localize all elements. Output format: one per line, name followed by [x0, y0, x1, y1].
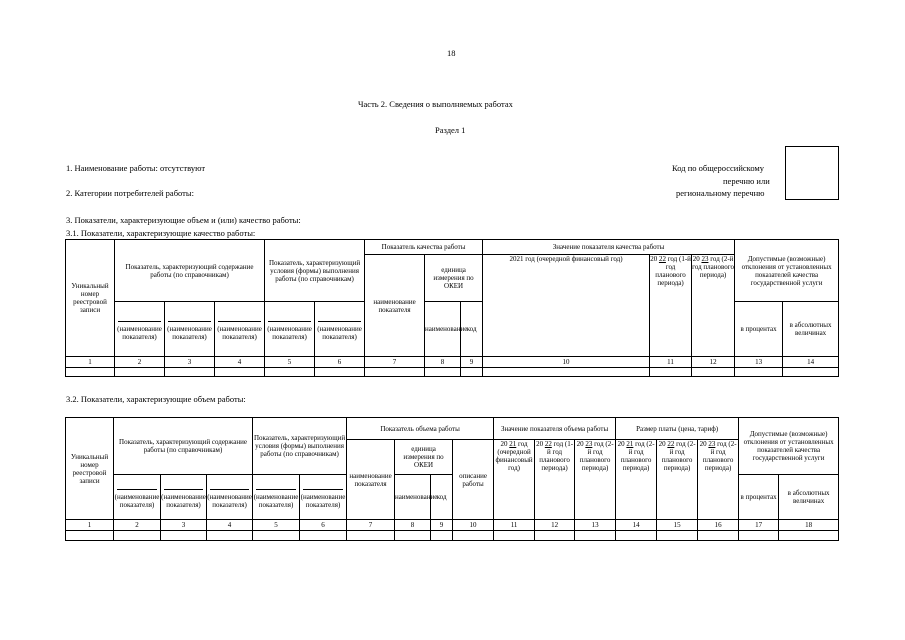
- t1-indicator-name-header: наименование показателя: [365, 255, 425, 357]
- t1-empty-row: [66, 368, 839, 377]
- t1-col-number: 12: [692, 357, 735, 368]
- t1-unit-header: единица измерения по ОКЕИ: [425, 255, 483, 302]
- t1-col-number: 14: [783, 357, 839, 368]
- t1-col-number: 10: [483, 357, 650, 368]
- volume-table: [65, 417, 839, 541]
- work-name: 1. Наименование работы: отсутствуют: [66, 163, 206, 173]
- t2-col-number: 4: [207, 520, 253, 531]
- t1-col-number: 4: [215, 357, 265, 368]
- t1-col-number: 13: [735, 357, 783, 368]
- t2-value-year3: 20 23 год (2-й год планового периода): [575, 440, 616, 520]
- section-title: Раздел 1: [435, 125, 466, 135]
- t2-description-header: описание работы: [453, 440, 494, 520]
- t2-col-number: 11: [494, 520, 535, 531]
- t1-col-number: 6: [315, 357, 365, 368]
- t1-col-number: 3: [165, 357, 215, 368]
- page-number: 18: [447, 48, 456, 58]
- quality-subheading: 3.1. Показатели, характеризующие качество работы:: [66, 228, 256, 238]
- t2-col-number: 2: [114, 520, 161, 531]
- t2-col-number: 18: [779, 520, 839, 531]
- t1-unit-name-header: наименование: [425, 302, 461, 357]
- t1-quality-header: Показатель качества работы: [365, 240, 483, 255]
- t2-col-number: 9: [431, 520, 453, 531]
- t1-conditions-header: Показатель, характеризующий условия (формы) выполнения работы (по справочникам): [265, 240, 365, 302]
- t2-indicator-label: (наименование показателя): [207, 475, 253, 520]
- t1-unit-code-header: код: [461, 302, 483, 357]
- quality-table: [65, 239, 839, 377]
- t2-percent-header: в процентах: [739, 475, 779, 520]
- t1-absolute-header: в абсолютных величинах: [783, 302, 839, 357]
- t2-unit-header: единица измерения по ОКЕИ: [395, 440, 453, 475]
- t2-col-number: 8: [395, 520, 431, 531]
- t2-value-year1: 20 21 год (очередной финансовый год): [494, 440, 535, 520]
- t2-indicator-name-header: наименование показателя: [347, 440, 395, 520]
- code-label-1: Код по общероссийскому: [672, 163, 765, 173]
- part-title: Часть 2. Сведения о выполняемых работах: [358, 99, 513, 109]
- t1-col-number: 2: [115, 357, 165, 368]
- t2-col-number: 1: [66, 520, 114, 531]
- t1-col-number: 5: [265, 357, 315, 368]
- t2-indicator-label: (наименование показателя): [161, 475, 207, 520]
- t1-indicator-label: (наименование показателя): [315, 302, 365, 357]
- t2-col-number: 10: [453, 520, 494, 531]
- t1-col-number: 8: [425, 357, 461, 368]
- t1-value-header: Значение показателя качества работы: [483, 240, 735, 255]
- t2-col-number: 16: [698, 520, 739, 531]
- t2-col-number: 17: [739, 520, 779, 531]
- t2-value-year2: 20 22 год (1-й год планового периода): [535, 440, 575, 520]
- t2-fee-year3: 20 23 год (2-й год планового периода): [698, 440, 739, 520]
- t1-year1-header: 2021 год (очередной финансовый год): [483, 255, 650, 357]
- t1-percent-header: в процентах: [735, 302, 783, 357]
- t1-col-number: 7: [365, 357, 425, 368]
- consumer-categories: 2. Категории потребителей работы:: [66, 188, 194, 198]
- registry-code-box: [785, 146, 839, 200]
- t2-fee-year1: 20 21 год (2-й год планового периода): [616, 440, 657, 520]
- t2-unique-header: Уникальный номер реестровой записи: [66, 418, 114, 520]
- t1-unique-header: Уникальный номер реестровой записи: [66, 240, 115, 357]
- t1-col-number: 9: [461, 357, 483, 368]
- t2-indicator-label: (наименование показателя): [114, 475, 161, 520]
- code-label-2: перечню или: [723, 176, 770, 186]
- t2-col-number: 14: [616, 520, 657, 531]
- t1-content-header: Показатель, характеризующий содержание работы (по справочникам): [115, 240, 265, 302]
- t1-year3-header: 20 23 год (2-й год планового периода): [692, 255, 735, 357]
- t1-col-number: 11: [650, 357, 692, 368]
- t1-year2-header: 20 22 год (1-й год планового периода): [650, 255, 692, 357]
- t1-indicator-label: (наименование показателя): [265, 302, 315, 357]
- t2-conditions-header: Показатель, характеризующий условия (формы) выполнения работы (по справочникам): [253, 418, 347, 475]
- t1-deviation-header: Допустимые (возможные) отклонения от установленных показателей качества государственной услуги: [735, 240, 839, 302]
- t2-col-number: 13: [575, 520, 616, 531]
- t2-col-number: 6: [300, 520, 347, 531]
- t2-unit-code-header: код: [431, 475, 453, 520]
- t2-col-number: 12: [535, 520, 575, 531]
- t1-indicator-label: (наименование показателя): [215, 302, 265, 357]
- t2-col-number: 3: [161, 520, 207, 531]
- t2-indicator-label: (наименование показателя): [300, 475, 347, 520]
- t1-col-number: 1: [66, 357, 115, 368]
- t2-absolute-header: в абсолютных величинах: [779, 475, 839, 520]
- code-label-3: региональному перечню: [676, 188, 765, 198]
- t2-volume-header: Показатель объема работы: [347, 418, 494, 440]
- indicators-heading: 3. Показатели, характеризующие объем и (или) качество работы:: [66, 215, 301, 225]
- t2-col-number: 5: [253, 520, 300, 531]
- volume-subheading: 3.2. Показатели, характеризующие объем работы:: [66, 394, 246, 404]
- t1-indicator-label: (наименование показателя): [165, 302, 215, 357]
- t2-content-header: Показатель, характеризующий содержание работы (по справочникам): [114, 418, 253, 475]
- t2-deviation-header: Допустимые (возможные) отклонения от установленных показателей качества государственной услуги: [739, 418, 839, 475]
- t2-value-header: Значение показателя объема работы: [494, 418, 616, 440]
- t2-col-number: 7: [347, 520, 395, 531]
- t2-fee-year2: 20 22 год (2-й год планового периода): [657, 440, 698, 520]
- t2-col-number: 15: [657, 520, 698, 531]
- t2-indicator-label: (наименование показателя): [253, 475, 300, 520]
- t2-unit-name-header: наименование: [395, 475, 431, 520]
- t2-fee-header: Размер платы (цена, тариф): [616, 418, 739, 440]
- t2-empty-row: [66, 531, 839, 541]
- t1-indicator-label: (наименование показателя): [115, 302, 165, 357]
